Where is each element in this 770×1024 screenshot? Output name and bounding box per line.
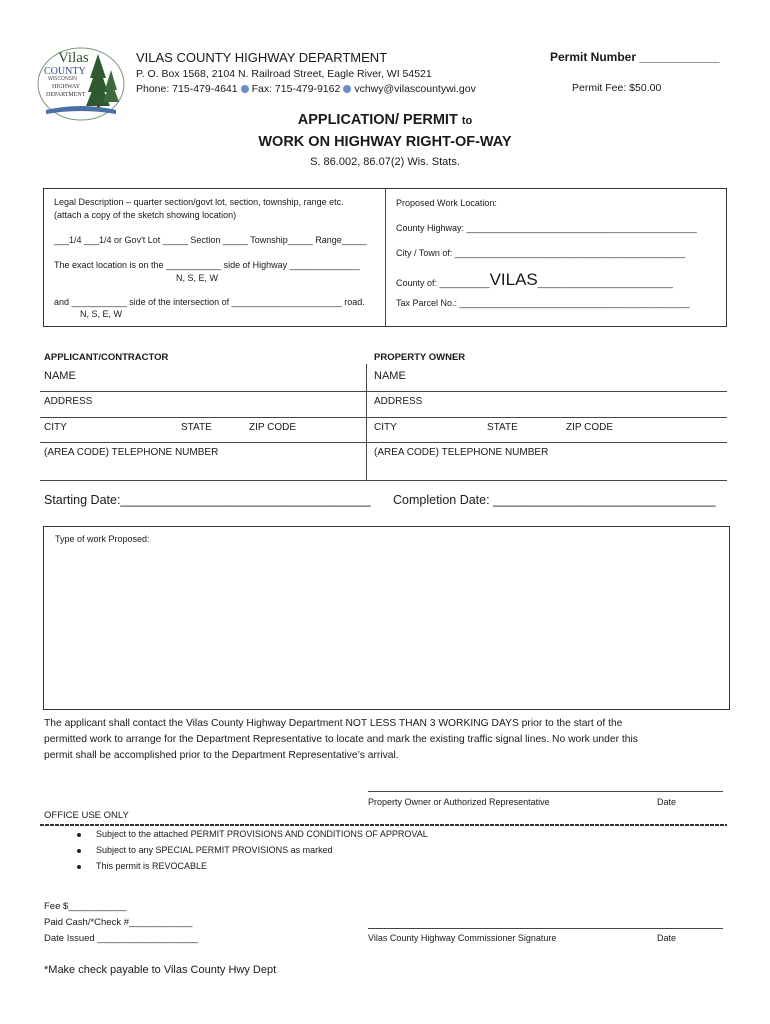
legal-description-note: (attach a copy of the sketch showing location) xyxy=(54,210,237,220)
department-address: P. O. Box 1568, 2104 N. Railroad Street, Eagle River, WI 54521 xyxy=(136,68,432,80)
intersection-field[interactable]: and ___________ side of the intersection of ______________________ road. xyxy=(54,297,365,307)
bullet-dot-icon xyxy=(241,85,249,93)
email-text: vchwy@vilascountywi.gov xyxy=(354,83,476,95)
county-of-tail: ___________________________ xyxy=(537,278,673,288)
phone-text: Phone: 715-479-4641 xyxy=(136,83,238,95)
work-type-box[interactable] xyxy=(43,526,730,710)
bullet-icon xyxy=(77,833,81,837)
date-issued-field[interactable]: Date Issued ___________________ xyxy=(44,933,198,944)
form-title-line1 xyxy=(0,112,770,128)
owner-signature-date-label: Date xyxy=(657,797,677,807)
county-of-value: VILAS xyxy=(489,270,538,289)
permit-number-field[interactable]: Permit Number ____________ xyxy=(550,50,720,64)
permit-fee: Permit Fee: $50.00 xyxy=(572,82,662,94)
name-rule xyxy=(40,391,727,392)
completion-date-field[interactable]: Completion Date: ________________________________ xyxy=(393,493,716,507)
office-bullet-2: Subject to any SPECIAL PERMIT PROVISIONS as marked xyxy=(96,845,333,855)
form-title-main: APPLICATION/ PERMIT xyxy=(297,112,458,128)
commissioner-signature-line[interactable] xyxy=(368,928,723,929)
owner-heading: PROPERTY OWNER xyxy=(374,352,466,363)
applicant-zip-field[interactable]: ZIP CODE xyxy=(249,422,297,433)
address-rule xyxy=(40,417,727,418)
office-bullet-1: Subject to the attached PERMIT PROVISIONS AND CONDITIONS OF APPROVAL xyxy=(96,829,428,839)
intersection-directions: N, S, E, W xyxy=(80,309,123,319)
logo-dept1: HIGHWAY xyxy=(52,84,81,90)
notice-line-2: permitted work to arrange for the Department Representative to locate and mark the existing traffic signal lines. No work under this xyxy=(44,734,638,745)
bullet-icon xyxy=(77,849,81,853)
quarter-section-field[interactable]: ___1/4 ___1/4 or Gov't Lot _____ Section _____ Township_____ Range_____ xyxy=(54,235,367,245)
exact-location-field[interactable]: The exact location is on the ___________ side of Highway ______________ xyxy=(54,260,360,270)
city-town-field[interactable]: City / Town of: ______________________________________________ xyxy=(396,248,686,258)
applicant-name-field[interactable]: NAME xyxy=(44,370,76,382)
contact-line xyxy=(136,83,476,95)
fee-field[interactable]: Fee $___________ xyxy=(44,901,127,912)
payment-note: *Make check payable to Vilas County Hwy Dept xyxy=(44,964,277,976)
owner-signature-label: Property Owner or Authorized Representative xyxy=(368,797,550,807)
owner-address-field[interactable]: ADDRESS xyxy=(374,396,423,407)
office-use-heading: OFFICE USE ONLY xyxy=(44,810,129,821)
applicant-phone-field[interactable]: (AREA CODE) TELEPHONE NUMBER xyxy=(44,447,219,458)
notice-line-3: permit shall be accomplished prior to the Department Representative’s arrival. xyxy=(44,750,399,761)
applicant-city-field[interactable]: CITY xyxy=(44,422,67,433)
form-title-line2: WORK ON HIGHWAY RIGHT-OF-WAY xyxy=(258,134,512,150)
applicant-address-field[interactable]: ADDRESS xyxy=(44,396,93,407)
tax-parcel-field[interactable]: Tax Parcel No.: ______________________________________________ xyxy=(396,298,690,308)
owner-signature-line[interactable] xyxy=(368,791,723,792)
county-of-label: County of: __________ xyxy=(396,278,490,288)
office-bullet-3: This permit is REVOCABLE xyxy=(96,861,208,871)
bullet-icon xyxy=(77,865,81,869)
phone-rule xyxy=(40,480,727,481)
location-divider xyxy=(385,188,386,327)
logo-title: Vilas xyxy=(58,50,89,66)
statute-reference: S. 86.002, 86.07(2) Wis. Stats. xyxy=(310,156,460,168)
notice-line-1: The applicant shall contact the Vilas County Highway Department NOT LESS THAN 3 WORKING DAYS prior to the start of the xyxy=(44,718,623,729)
exact-location-directions: N, S, E, W xyxy=(176,273,219,283)
department-name: VILAS COUNTY HIGHWAY DEPARTMENT xyxy=(136,50,388,65)
county-logo xyxy=(36,44,126,122)
office-use-rule xyxy=(40,824,727,826)
logo-county: COUNTY xyxy=(44,66,86,77)
county-highway-field[interactable]: County Highway: ______________________________________________ xyxy=(396,223,697,233)
contact-divider xyxy=(366,364,367,480)
applicant-state-field[interactable]: STATE xyxy=(181,422,212,433)
owner-zip-field[interactable]: ZIP CODE xyxy=(566,422,614,433)
proposed-location-heading: Proposed Work Location: xyxy=(396,198,497,208)
city-rule xyxy=(40,442,727,443)
commissioner-signature-label: Vilas County Highway Commissioner Signature xyxy=(368,933,557,943)
commissioner-signature-date-label: Date xyxy=(657,933,677,943)
fax-text: Fax: 715-479-9162 xyxy=(251,83,341,95)
work-type-label: Type of work Proposed: xyxy=(55,534,150,544)
owner-state-field[interactable]: STATE xyxy=(487,422,518,433)
owner-name-field[interactable]: NAME xyxy=(374,370,406,382)
logo-state: WISCONSIN xyxy=(48,76,77,82)
form-title-suffix: to xyxy=(461,115,473,127)
owner-city-field[interactable]: CITY xyxy=(374,422,397,433)
paid-check-field[interactable]: Paid Cash/*Check #____________ xyxy=(44,917,193,928)
starting-date-field[interactable]: Starting Date:____________________________________ xyxy=(44,493,371,507)
bullet-dot-icon xyxy=(343,85,351,93)
county-of-field[interactable] xyxy=(396,270,673,290)
applicant-heading: APPLICANT/CONTRACTOR xyxy=(44,352,169,363)
owner-phone-field[interactable]: (AREA CODE) TELEPHONE NUMBER xyxy=(374,447,549,458)
logo-dept2: DEPARTMENT xyxy=(46,92,86,98)
legal-description-label: Legal Description – quarter section/govt lot, section, township, range etc. xyxy=(54,197,344,207)
